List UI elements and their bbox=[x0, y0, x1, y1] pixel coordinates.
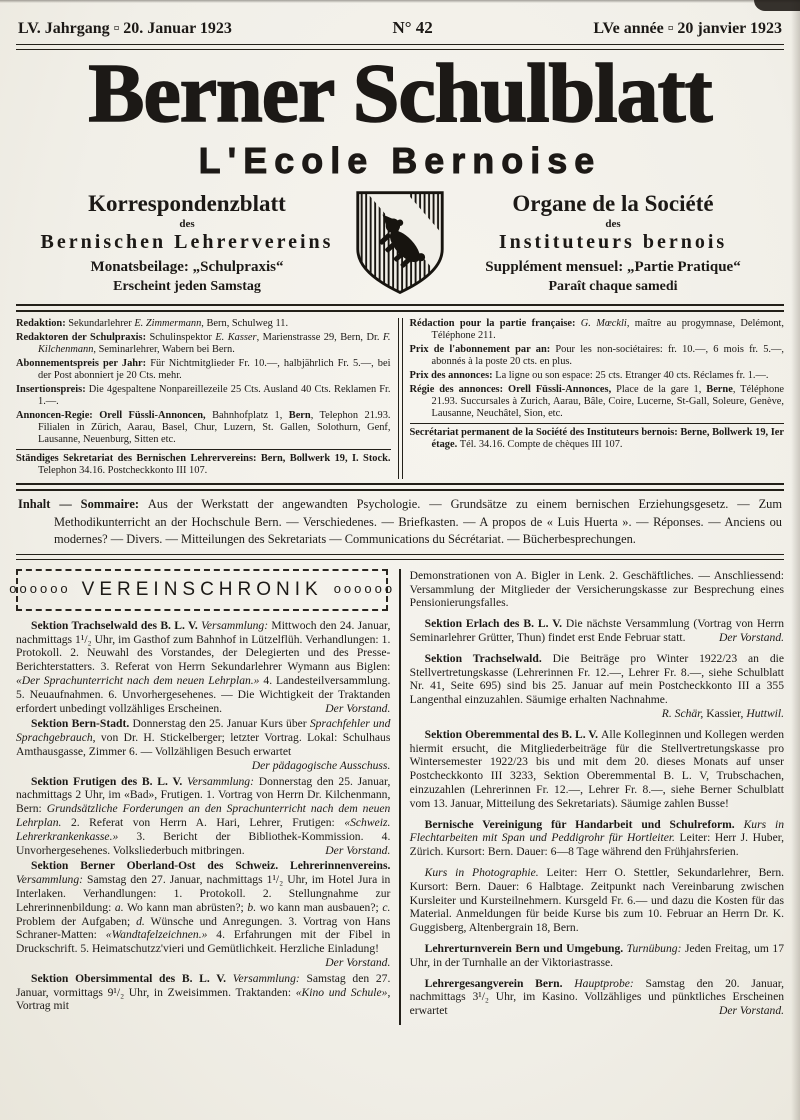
paragraph: Sektion Frutigen des B. L. V. Versammlung: Donnerstag den 25. Januar, nachmittags 2 Uhr, im «Bad», Frutigen. 1. Vortrag von Herrn Dr. Kilchenmann, Bern: Grundsätzliche Forderungen an den Sprachunterricht nach dem neuen Lehrplan. 2. Referat von Herrn A. Hari, Lehrer, Frutigen: «Schweiz. Lehrerkrankenkasse.» 3. Bericht der Bibliothek-Kommission. 4. Unvorhergesehenes. Volksliederbuch mitbringen. Der Vorstand. bbox=[16, 774, 391, 857]
masthead-subtitle: L'Ecole Bernoise bbox=[198, 140, 602, 182]
scan-artifact bbox=[754, 0, 800, 11]
banner bbox=[16, 181, 784, 301]
articles-right bbox=[410, 569, 784, 1018]
column-left bbox=[9, 569, 396, 1025]
paragraph: Demonstrationen von A. Bigler in Lenk. 2. Geschäftliches. — Anschliessend: Versammlung der Mitglieder der Versicherungskasse zur Besprechung eines Pensionierungsfalles. bbox=[409, 568, 785, 610]
paragraph: Prix de l'abonnement par an: Pour les non-sociétaires: fr. 10.—, 6 mois fr. 5.—, abonnés à la poste 20 cts. en plus. bbox=[409, 344, 784, 368]
paragraph: Kurs in Photographie. Leiter: Herr O. Stettler, Sekundarlehrer, Bern. Kursort: Bern. Dauer: 6 Halbtage. Zeitpunkt nach Vereinbarung zwischen Kursleiter und Kursteilnehmern. Kursgeld Fr. 6.— und dazu die Kosten für das Material. Anmeldungen für beide Kurse bis zum 10. Februar an Herrn Dr. K. Guggisberg, Altenbergrain 18, Bern. bbox=[409, 865, 785, 935]
ornament-left: oooooo bbox=[9, 581, 71, 597]
paragraph: Sektion Erlach des B. L. V. Die nächste Versammlung (Vortrag von Herrn Seminarlehrer Grütter, Thun) findet erst Ende Februar statt. Der Vorstand. bbox=[409, 617, 785, 644]
banner-french-line3: Instituteurs bernois bbox=[498, 231, 728, 254]
banner-german-line1: Korrespondenzblatt bbox=[88, 191, 286, 217]
signature: Der Vorstand. bbox=[325, 701, 391, 715]
paragraph: Sektion Berner Oberland-Ost des Schweiz. Lehrerinnenvereins. Versammlung: Samstag den 27. Januar, nachmittags 1¹/₂ Uhr, im Hotel Jura in Interlaken. Verhandlungen: 1. Protokoll. 2. Stellungnahme zur Lehrerinnenbildung: a. Wo kann man abrüsten?; b. wo kann man ausbauen?; c. Problem der Aufgaben; d. Wünsche und Anregungen. 3. Vortrag von Hans Schraner-Matten: «Wandtafelzeichnen.» 4. Erfahrungen mit der Fibel in Druckschrift. 5. Heimatschutzz'vieri und Gemütlichkeit. Herzliche Einladung! Der Vorstand. bbox=[16, 859, 391, 969]
scan-edge-shadow-right bbox=[791, 0, 800, 1120]
divider-rule bbox=[16, 483, 784, 491]
banner-french bbox=[448, 191, 778, 295]
paragraph: Lehrergesangverein Bern. Hauptprobe: Samstag den 20. Januar, nachmittags 3¹/₂ Uhr, im Kasino. Vollzähliges und pünktliches Erscheinen erwartet Der Vorstand. bbox=[409, 976, 785, 1018]
paragraph: Sektion Oberemmental des B. L. V. Alle Kolleginnen und Kollegen werden hiermit ersucht, die Mitgliederbeiträge für die Stellvertretungskasse pro Wintersemester 1922/23 bis und mit dem 20. dieses Monats auf unser Postcheckkonto III 3233, Sektion Oberemmental B. L. V, Trubschachen, einzuzahlen (Lehrerinnen Fr. 12.—, Lehrer Fr. 8.—, siehe Berner Schulblatt vom 13. Januar, Mitteilung des Sekretariats). Säumige zahlen Busse! bbox=[409, 727, 785, 810]
imprint-german-entries bbox=[16, 318, 391, 446]
imprint-german bbox=[16, 318, 391, 479]
signature: Der Vorstand. bbox=[718, 631, 785, 644]
column-right bbox=[410, 569, 784, 1025]
section-header-vereinschronik bbox=[9, 569, 396, 611]
banner-french-line4: Supplément mensuel: „Partie Pratique“ bbox=[485, 259, 741, 276]
imprint-french bbox=[410, 318, 785, 479]
body-columns bbox=[9, 563, 785, 1025]
masthead-title: Berner Schulblatt bbox=[88, 47, 712, 140]
dateline-french: LVe année ▫ 20 janvier 1923 bbox=[593, 20, 782, 37]
bern-bear-emblem bbox=[354, 190, 446, 296]
banner-french-line2: des bbox=[605, 218, 621, 231]
imprint-french-entries bbox=[410, 318, 785, 420]
banner-french-line5: Paraît chaque samedi bbox=[548, 279, 678, 295]
signature: Der Vorstand. bbox=[718, 1004, 785, 1018]
column-divider bbox=[399, 569, 400, 1025]
banner-french-line1: Organe de la Société bbox=[512, 191, 714, 217]
paragraph: Annoncen-Regie: Orell Füssli-Annoncen, Bahnhofplatz 1, Bern, Telephon 21.93. Filialen in Zürich, Aarau, Basel, Chur, Luzern, St. Gallen, Solothurn, Genf, Lausanne, Neuenburg, Sitten etc. bbox=[16, 410, 391, 446]
divider-rule bbox=[16, 554, 784, 560]
paragraph: Redaktoren der Schulpraxis: Schulinspektor E. Kasser, Marienstrasse 29, Bern, Dr. F. Kilchenmann, Seminarlehrer, Wabern bei Bern. bbox=[16, 332, 391, 356]
banner-german-line4: Monatsbeilage: „Schulpraxis“ bbox=[90, 259, 284, 276]
section-title: VEREINSCHRONIK bbox=[81, 578, 323, 600]
signature: Der pädagogische Ausschuss. bbox=[251, 758, 391, 772]
paragraph: Prix des annonces: La ligne ou son espace: 25 cts. Etranger 40 cts. Réclames fr. 1.—. bbox=[409, 370, 769, 382]
paragraph: Sektion Trachselwald des B. L. V. Versammlung: Mittwoch den 24. Januar, nachmittags 1¹/₂ Uhr, im Gasthof zum Bahnhof in Lützelflüh. Verhandlungen: 1. Protokoll. 2. Neuwahl des Vorstandes, der Delegierten und des Presse-Berichterstatters. 3. Referat von Herrn Sekundarlehrer Wymann aus Biglen: «Der Sprachunterricht nach dem neuen Lehrplan.» 4. Landesteilversammlung. 5. Neuaufnahmen. 6. Unvorhergesehenes. — Die Wichtigkeit der Traktanden erfordert unbedingt vollzähliges Erscheinen. Der Vorstand. bbox=[16, 618, 391, 715]
paragraph: Sektion Trachselwald. Die Beiträge pro Winter 1922/23 an die Stellvertretungskasse (Lehrerinnen Fr. 12.—, Lehrer Fr. 8.—, siehe Schulblatt Nr. 41, Seite 695) sind bis 25. Januar auf mein Postcheckkonto III a 355 Langenthal einzuzahlen. Säumige erhalten Nachnahme. R. Schär, Kassier, Huttwil. bbox=[409, 651, 785, 720]
paragraph: Redaktion: Sekundarlehrer E. Zimmermann, Bern, Schulweg 11. bbox=[16, 318, 289, 330]
paragraph: Abonnementspreis per Jahr: Für Nichtmitglieder Fr. 10.—, halbjährlich Fr. 5.—, bei der Post abonniert je 20 Cts. mehr. bbox=[16, 358, 391, 382]
divider-rule bbox=[16, 449, 391, 450]
paragraph: Insertionspreis: Die 4gespaltene Nonpareillezeile 25 Cts. Ausland 40 Cts. Reklamen Fr. 1.—. bbox=[16, 384, 391, 408]
banner-german-line2: des bbox=[179, 218, 195, 231]
issue-number: N° 42 bbox=[392, 18, 433, 37]
column-divider bbox=[398, 318, 403, 479]
table-of-contents: Inhalt — Sommaire: Aus der Werkstatt der angewandten Psychologie. — Grundsätze zu einem bernischen Erziehungsgesetz. — Zum Methodikunterricht an der Hochschule Bern. — Verschiedenes. — Briefkasten. — A propos de « Luis Huerta ». — Réponses. — Anciens ou modernes? — Divers. — Mitteilungen des Sekretariats — Communications du Sécrétariat. — Bücherbesprechungen. bbox=[18, 497, 782, 547]
paragraph: Régie des annonces: Orell Füssli-Annonces, Place de la gare 1, Berne, Téléphone 21.93. Succursales à Zurich, Aarau, Bâle, Coire, Lucerne, St-Gall, Soleure, Genève, Lausanne, Neuchâtel, Sion, etc. bbox=[409, 384, 785, 420]
paragraph: Sektion Obersimmental des B. L. V. Versammlung: Samstag den 27. Januar, vormittags 9¹/₂ Uhr, in Zweisimmen. Traktanden: «Kino und Schule», Vortrag mit bbox=[16, 971, 391, 1013]
signature: Der Vorstand. bbox=[325, 955, 391, 969]
imprint bbox=[16, 315, 784, 480]
signature: Der Vorstand. bbox=[325, 843, 391, 857]
paragraph: Lehrerturnverein Bern und Umgebung. Turnübung: Jeden Freitag, um 17 Uhr, in der Turnhalle an der Viktoriastrasse. bbox=[409, 941, 785, 969]
signature: R. Schär, Kassier, Huttwil. bbox=[661, 706, 785, 720]
ornament-right: oooooo bbox=[333, 581, 396, 597]
secretariat-french: Secrétariat permanent de la Société des Instituteurs bernois: Berne, Bollwerk 19, Ier étage. Tél. 34.16. Compte de chèques III 107. bbox=[409, 427, 784, 451]
divider-rule bbox=[410, 423, 785, 424]
dateline-german: LV. Jahrgang ▫ 20. Januar 1923 bbox=[18, 20, 232, 37]
dateline bbox=[16, 12, 784, 41]
secretariat-german: Ständiges Sekretariat des Bernischen Lehrervereins: Bern, Bollwerk 19, I. Stock. Telephon 34.16. Postcheckkonto III 107. bbox=[16, 453, 391, 477]
articles-left bbox=[16, 619, 390, 1013]
paragraph: Rédaction pour la partie française: G. Mœckli, maître au progymnase, Delémont, Téléphone 211. bbox=[409, 318, 784, 342]
divider-rule bbox=[16, 304, 784, 312]
scan-edge-shadow-top bbox=[0, 0, 800, 3]
paragraph: Sektion Bern-Stadt. Donnerstag den 25. Januar Kurs über Sprachfehler und Sprachgebrauch, von Dr. H. Stickelberger; letzter Vortrag. Lokal: Schulhaus Amthausgasse, Zimmer 6. — Vollzähligen Besuch erwartet Der pädagogische Ausschuss. bbox=[16, 717, 391, 772]
banner-german-line5: Erscheint jeden Samstag bbox=[113, 279, 261, 295]
paragraph: Bernische Vereinigung für Handarbeit und Schulreform. Kurs in Flechtarbeiten mit Span und Peddigrohr für Hortleiter. Leiter: Herr J. Huber, Zürich. Kursort: Bern. Dauer: 6—8 Tage während den Frühjahrsferien. bbox=[409, 817, 785, 859]
banner-german bbox=[22, 191, 352, 295]
banner-german-line3: Bernischen Lehrervereins bbox=[40, 231, 334, 254]
